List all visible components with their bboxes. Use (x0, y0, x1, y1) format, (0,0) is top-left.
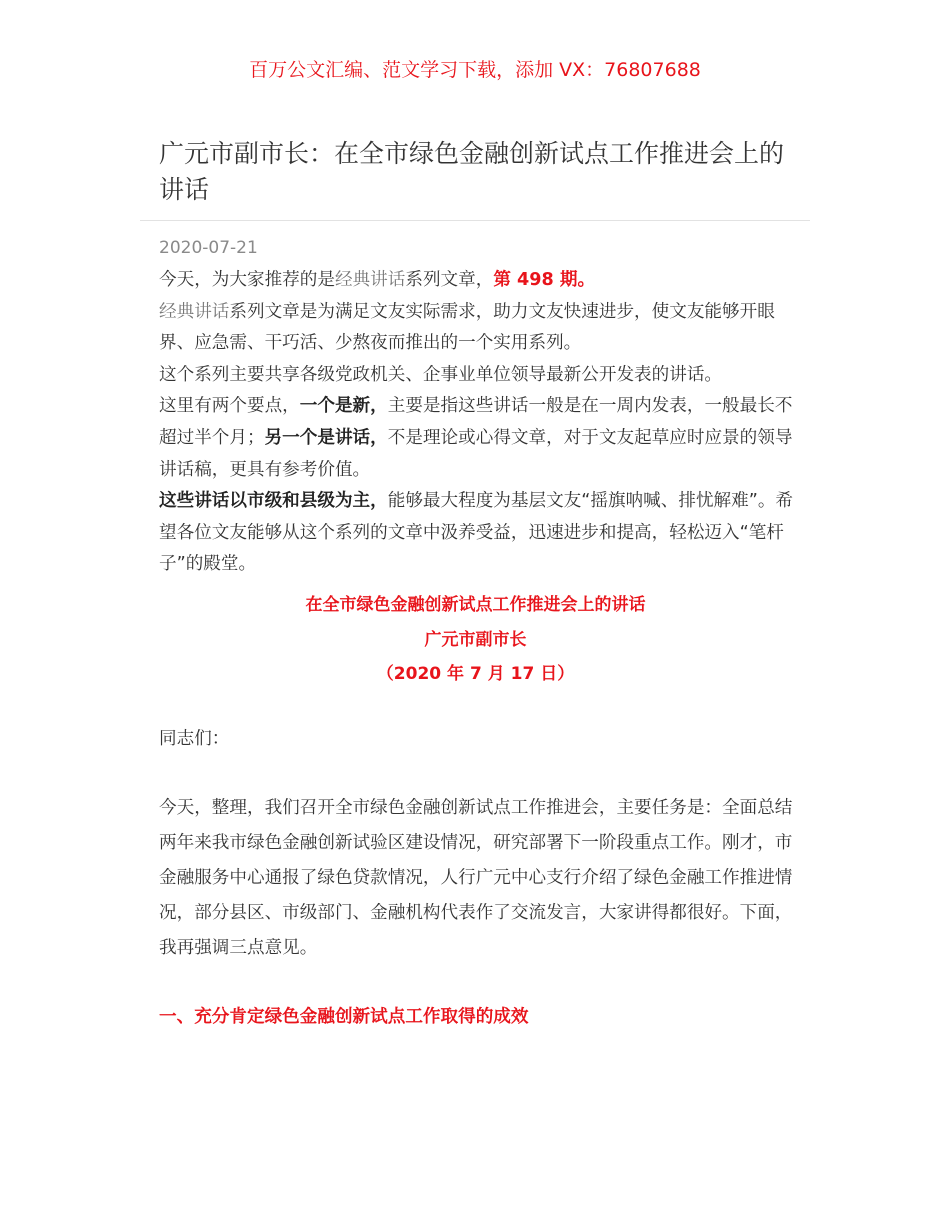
text: 今天，为大家推荐的是 (159, 270, 335, 290)
title-divider (140, 220, 810, 221)
section-heading: 一、充分肯定绿色金融创新试点工作取得的成效 (159, 1007, 529, 1027)
speech-speaker: 广元市副市长 (424, 630, 527, 650)
promo-banner: 百万公文汇编、范文学习下载，添加 VX：76807688 (249, 59, 701, 81)
issue-number: 第 498 期。 (493, 270, 596, 290)
text: 主要是指这些讲话一般是在一周内发表，一般最长不超过半个月； (159, 396, 793, 448)
intro-paragraph-5 (159, 486, 795, 581)
text: 这里有两个要点， (159, 396, 300, 417)
intro-paragraph-1 (159, 265, 795, 297)
intro-paragraph-3: 这个系列主要共享各级党政机关、企事业单位领导最新公开发表的讲话。 (159, 364, 723, 385)
intro-paragraph-2 (159, 297, 795, 360)
bold-text: 另一个是讲话， (264, 427, 388, 448)
speech-heading: 在全市绿色金融创新试点工作推进会上的讲话 (305, 595, 646, 615)
series-name: 经典讲话 (159, 301, 230, 322)
series-name: 经典讲话 (334, 270, 406, 290)
article-title: 广元市副市长：在全市绿色金融创新试点工作推进会上的讲话 (159, 139, 785, 204)
publish-date: 2020-07-21 (159, 238, 258, 258)
text: 不是理论或心得文章，对于文友起草应时应景的领导讲话稿，更具有参考价值。 (159, 427, 793, 480)
intro-section (159, 265, 795, 581)
text: 系列文章， (405, 270, 494, 290)
bold-text: 这些讲话以市级和县级为主， (159, 491, 388, 512)
salutation: 同志们： (159, 729, 230, 749)
intro-paragraph-4 (159, 391, 795, 486)
text: 系列文章是为满足文友实际需求，助力文友快速进步，使文友能够开眼界、应急需、干巧活、少熬夜而推出的一个实用系列。 (159, 301, 775, 354)
speech-date: （2020 年 7 月 17 日） (376, 664, 575, 684)
speech-paragraph: 今天，整理，我们召开全市绿色金融创新试点工作推进会，主要任务是：全面总结两年来我市绿色金融创新试验区建设情况，研究部署下一阶段重点工作。刚才，市金融服务中心通报了绿色贷款情况，人行广元中心支行介绍了绿色金融工作推进情况，部分县区、市级部门、金融机构代表作了交流发言，大家讲得都很好。下面，我再强调三点意见。 (159, 798, 793, 958)
text: 能够最大程度为基层文友“摇旗呐喊、排忧解难”。希望各位文友能够从这个系列的文章中汲养受益，迅速进步和提高，轻松迈入“笔杆子”的殿堂。 (159, 491, 794, 575)
bold-text: 一个是新， (299, 396, 388, 417)
